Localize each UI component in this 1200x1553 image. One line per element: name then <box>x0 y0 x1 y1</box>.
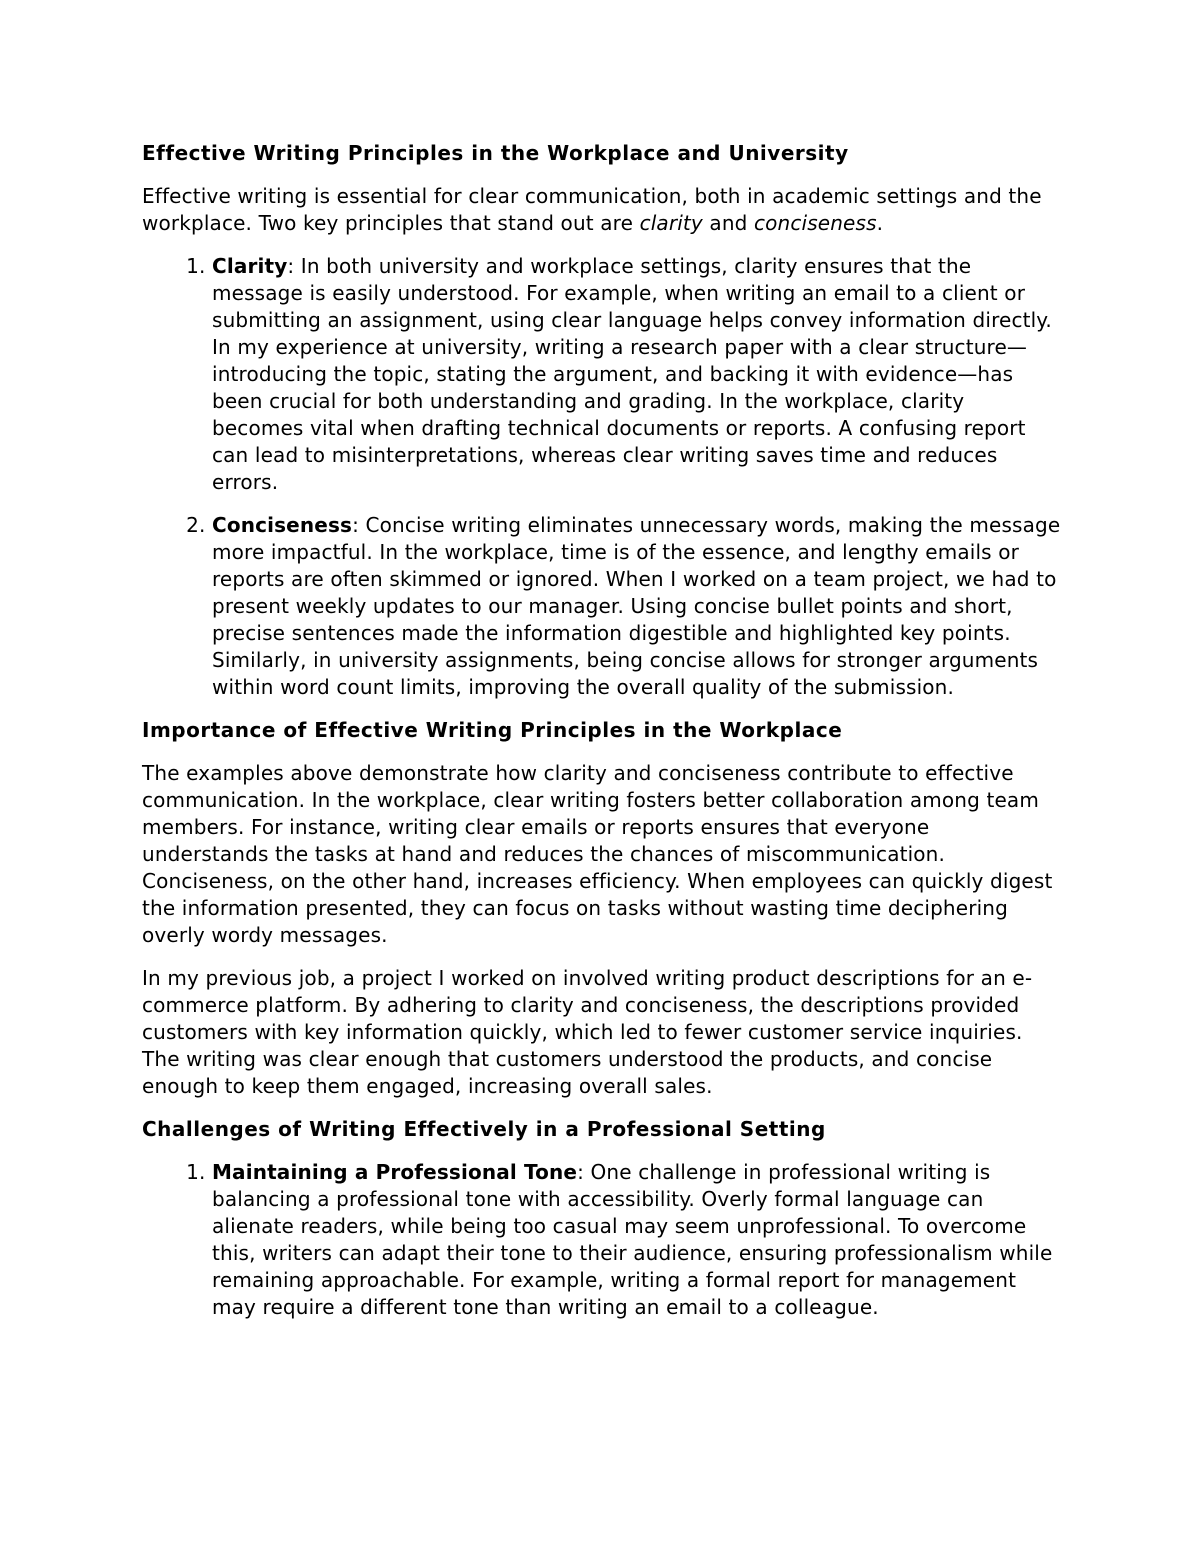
challenges-heading: Challenges of Writing Effectively in a Professional Setting <box>142 1117 826 1141</box>
principle-term: Clarity <box>212 254 288 278</box>
list-item <box>212 253 1062 496</box>
list-item <box>212 512 1062 701</box>
intro-paragraph <box>142 183 1062 237</box>
principles-list <box>142 253 1062 701</box>
importance-paragraph: In my previous job, a project I worked on involved writing product descriptions for an e-commerce platform. By adhering to clarity and conciseness, the descriptions provided customers with key information quickly, which led to fewer customer service inquiries. The writing was clear enough that customers understood the products, and concise enough to keep them engaged, increasing overall sales. <box>142 966 1033 1098</box>
intro-text-end: . <box>876 211 884 235</box>
challenge-text: : One challenge in professional writing is balancing a professional tone with accessibility. Overly formal language can alienate readers, while being too casual may seem unprofessional. To overcome this, writers can adapt their tone to their audience, ensuring professionalism while remaining approachable. For example, writing a formal report for management may require a different tone than writing an email to a colleague. <box>212 1160 1053 1319</box>
challenge-term: Maintaining a Professional Tone <box>212 1160 578 1184</box>
document-title: Effective Writing Principles in the Workplace and University <box>142 141 849 165</box>
principle-term: Conciseness <box>212 513 353 537</box>
importance-heading: Importance of Effective Writing Principles in the Workplace <box>142 718 843 742</box>
intro-text-mid: and <box>702 211 754 235</box>
intro-emphasis-conciseness: conciseness <box>754 211 877 235</box>
intro-text: Effective writing is essential for clear communication, both in academic settings and the workplace. Two key principles that stand out are <box>142 184 1042 235</box>
document-page <box>142 140 1062 1337</box>
challenges-list <box>142 1159 1062 1321</box>
principle-text: : Concise writing eliminates unnecessary words, making the message more impactful. In the workplace, time is of the essence, and lengthy emails or reports are often skimmed or ignored. When I worked on a team project, we had to present weekly updates to our manager. Using concise bullet points and short, precise sentences made the information digestible and highlighted key points. Similarly, in university assignments, being concise allows for stronger arguments within word count limits, improving the overall quality of the submission. <box>212 513 1061 699</box>
principle-text: : In both university and workplace settings, clarity ensures that the message is easily understood. For example, when writing an email to a client or submitting an assignment, using clear language helps convey information directly. In my experience at university, writing a research paper with a clear structure—introducing the topic, stating the argument, and backing it with evidence—has been crucial for both understanding and grading. In the workplace, clarity becomes vital when drafting technical documents or reports. A confusing report can lead to misinterpretations, whereas clear writing saves time and reduces errors. <box>212 254 1052 494</box>
importance-paragraph: The examples above demonstrate how clarity and conciseness contribute to effective communication. In the workplace, clear writing fosters better collaboration among team members. For instance, writing clear emails or reports ensures that everyone understands the tasks at hand and reduces the chances of miscommunication. Conciseness, on the other hand, increases efficiency. When employees can quickly digest the information presented, they can focus on tasks without wasting time deciphering overly wordy messages. <box>142 761 1053 947</box>
list-item <box>212 1159 1062 1321</box>
intro-emphasis-clarity: clarity <box>639 211 703 235</box>
